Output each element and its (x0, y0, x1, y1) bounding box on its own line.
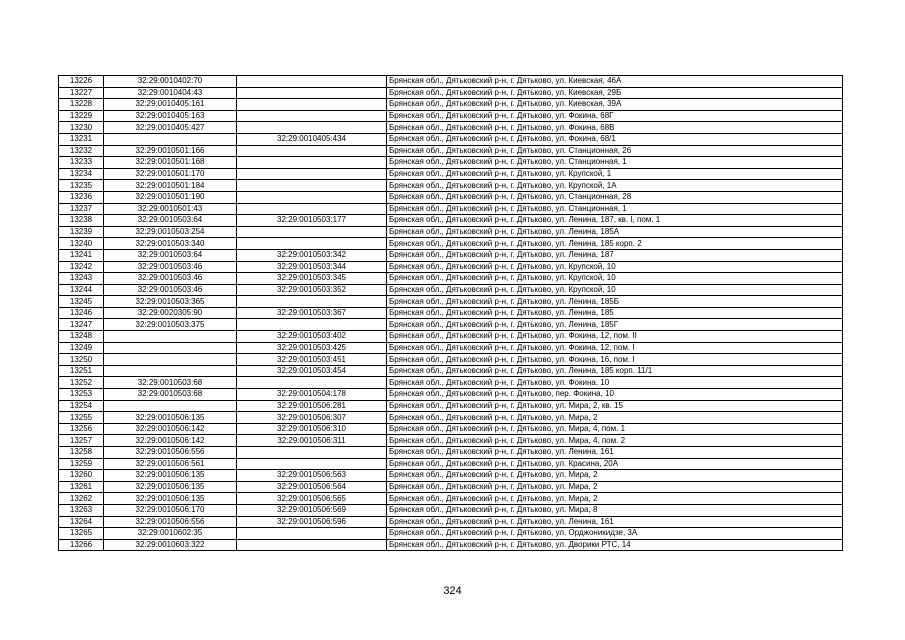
cadastral-number-cell: 32:29:0010506:135 (104, 470, 237, 482)
related-cadastral-number-cell (237, 447, 387, 459)
address-cell: Брянская обл., Дятьковский р-н, г. Дятьково, ул. Ленина, 185 (387, 307, 843, 319)
related-cadastral-number-cell: 32:29:0010503:451 (237, 354, 387, 366)
cadastral-number-cell: 32:29:0010503:64 (104, 215, 237, 227)
table-row (59, 435, 843, 447)
row-number-cell: 13238 (59, 215, 104, 227)
table-row (59, 377, 843, 389)
cadastral-number-cell: 32:29:0010506:142 (104, 435, 237, 447)
cadastral-number-cell: 32:29:0010503:64 (104, 249, 237, 261)
row-number-cell: 13257 (59, 435, 104, 447)
related-cadastral-number-cell (237, 191, 387, 203)
related-cadastral-number-cell: 32:29:0010503:454 (237, 365, 387, 377)
related-cadastral-number-cell (237, 226, 387, 238)
table-row (59, 226, 843, 238)
row-number-cell: 13247 (59, 319, 104, 331)
address-cell: Брянская обл., Дятьковский р-н, г. Дятьково, ул. Ленина, 187, кв. I, пом. 1 (387, 215, 843, 227)
table-row (59, 87, 843, 99)
row-number-cell: 13229 (59, 110, 104, 122)
cadastral-number-cell: 32:29:0010506:170 (104, 504, 237, 516)
table-row (59, 493, 843, 505)
address-cell: Брянская обл., Дятьковский р-н, г. Дятьково, ул. Киевская, 46А (387, 76, 843, 88)
address-cell: Брянская обл., Дятьковский р-н, г. Дятьково, ул. Крупской, 1 (387, 168, 843, 180)
table-row (59, 400, 843, 412)
row-number-cell: 13249 (59, 342, 104, 354)
cadastral-number-cell: 32:29:0010506:142 (104, 423, 237, 435)
related-cadastral-number-cell (237, 76, 387, 88)
row-number-cell: 13259 (59, 458, 104, 470)
table-row (59, 307, 843, 319)
cadastral-number-cell: 32:29:0010405:427 (104, 122, 237, 134)
table-row (59, 284, 843, 296)
address-cell: Брянская обл., Дятьковский р-н, г. Дятьково, ул. Мира, 2, кв. 15 (387, 400, 843, 412)
cadastral-number-cell: 32:29:0010501:170 (104, 168, 237, 180)
table-row (59, 122, 843, 134)
related-cadastral-number-cell: 32:29:0010506:307 (237, 412, 387, 424)
table-row (59, 215, 843, 227)
related-cadastral-number-cell (237, 319, 387, 331)
cadastral-number-cell: 32:29:0010503:46 (104, 261, 237, 273)
related-cadastral-number-cell: 32:29:0010503:425 (237, 342, 387, 354)
cadastral-number-cell: 32:29:0010402:70 (104, 76, 237, 88)
row-number-cell: 13255 (59, 412, 104, 424)
row-number-cell: 13265 (59, 528, 104, 540)
table-row (59, 76, 843, 88)
related-cadastral-number-cell: 32:29:0010506:596 (237, 516, 387, 528)
row-number-cell: 13256 (59, 423, 104, 435)
related-cadastral-number-cell: 32:29:0010506:564 (237, 481, 387, 493)
address-cell: Брянская обл., Дятьковский р-н, г. Дятьково, ул. Фокина, 68/1 (387, 133, 843, 145)
row-number-cell: 13226 (59, 76, 104, 88)
cadastral-number-cell: 32:29:0010503:365 (104, 296, 237, 308)
cadastral-number-cell: 32:29:0010405:163 (104, 110, 237, 122)
row-number-cell: 13232 (59, 145, 104, 157)
address-cell: Брянская обл., Дятьковский р-н, г. Дятьково, ул. Красина, 20А (387, 458, 843, 470)
address-cell: Брянская обл., Дятьковский р-н, г. Дятьково, ул. Станционная, 26 (387, 145, 843, 157)
related-cadastral-number-cell: 32:29:0010506:569 (237, 504, 387, 516)
related-cadastral-number-cell (237, 238, 387, 250)
address-cell: Брянская обл., Дятьковский р-н, г. Дятьково, ул. Мира, 2 (387, 470, 843, 482)
address-cell: Брянская обл., Дятьковский р-н, г. Дятьково, ул. Фокина, 12, пом. II (387, 331, 843, 343)
table-row (59, 180, 843, 192)
cadastral-number-cell: 32:29:0010506:135 (104, 493, 237, 505)
table-row (59, 157, 843, 169)
related-cadastral-number-cell: 32:29:0010503:342 (237, 249, 387, 261)
address-cell: Брянская обл., Дятьковский р-н, г. Дятьково, ул. Ленина, 161 (387, 447, 843, 459)
cadastral-number-cell: 32:29:0010503:375 (104, 319, 237, 331)
cadastral-number-cell: 32:29:0020305:90 (104, 307, 237, 319)
table-row (59, 504, 843, 516)
row-number-cell: 13245 (59, 296, 104, 308)
table-row (59, 481, 843, 493)
cadastral-number-cell: 32:29:0010503:340 (104, 238, 237, 250)
address-cell: Брянская обл., Дятьковский р-н, г. Дятьково, ул. Киевская, 29Б (387, 87, 843, 99)
cadastral-number-cell: 32:29:0010501:168 (104, 157, 237, 169)
row-number-cell: 13240 (59, 238, 104, 250)
table-row (59, 168, 843, 180)
address-cell: Брянская обл., Дятьковский р-н, г. Дятьково, ул. Мира, 2 (387, 412, 843, 424)
row-number-cell: 13231 (59, 133, 104, 145)
row-number-cell: 13263 (59, 504, 104, 516)
row-number-cell: 13251 (59, 365, 104, 377)
cadastral-number-cell: 32:29:0010501:184 (104, 180, 237, 192)
cadastral-number-cell: 32:29:0010503:68 (104, 389, 237, 401)
cadastral-number-cell: 32:29:0010506:556 (104, 447, 237, 459)
related-cadastral-number-cell: 32:29:0010503:367 (237, 307, 387, 319)
related-cadastral-number-cell: 32:29:0010506:310 (237, 423, 387, 435)
row-number-cell: 13234 (59, 168, 104, 180)
address-cell: Брянская обл., Дятьковский р-н, г. Дятьково, ул. Дворики РТС, 14 (387, 539, 843, 551)
address-cell: Брянская обл., Дятьковский р-н, г. Дятьково, ул. Ленина, 185 корп. 11/1 (387, 365, 843, 377)
table-row (59, 99, 843, 111)
row-number-cell: 13250 (59, 354, 104, 366)
table-row (59, 133, 843, 145)
address-cell: Брянская обл., Дятьковский р-н, г. Дятьково, ул. Крупской, 10 (387, 261, 843, 273)
row-number-cell: 13262 (59, 493, 104, 505)
address-cell: Брянская обл., Дятьковский р-н, г. Дятьково, ул. Ленина, 185А (387, 226, 843, 238)
table-row (59, 273, 843, 285)
cadastral-number-cell (104, 331, 237, 343)
related-cadastral-number-cell: 32:29:0010503:345 (237, 273, 387, 285)
address-cell: Брянская обл., Дятьковский р-н, г. Дятьково, ул. Мира, 8 (387, 504, 843, 516)
cadastral-number-cell: 32:29:0010404:43 (104, 87, 237, 99)
row-number-cell: 13242 (59, 261, 104, 273)
related-cadastral-number-cell (237, 539, 387, 551)
table-row (59, 423, 843, 435)
row-number-cell: 13253 (59, 389, 104, 401)
row-number-cell: 13266 (59, 539, 104, 551)
table-row (59, 331, 843, 343)
related-cadastral-number-cell: 32:29:0010503:352 (237, 284, 387, 296)
address-cell: Брянская обл., Дятьковский р-н, г. Дятьково, ул. Крупской, 10 (387, 273, 843, 285)
table-row (59, 342, 843, 354)
related-cadastral-number-cell: 32:29:0010503:402 (237, 331, 387, 343)
row-number-cell: 13254 (59, 400, 104, 412)
cadastral-number-cell: 32:29:0010602:35 (104, 528, 237, 540)
cadastral-number-cell: 32:29:0010503:46 (104, 273, 237, 285)
cadastral-number-cell: 32:29:0010506:556 (104, 516, 237, 528)
cadastral-number-cell: 32:29:0010501:166 (104, 145, 237, 157)
table-row (59, 470, 843, 482)
cadastral-number-cell: 32:29:0010506:561 (104, 458, 237, 470)
row-number-cell: 13227 (59, 87, 104, 99)
document-table (58, 75, 843, 551)
related-cadastral-number-cell (237, 145, 387, 157)
cadastral-number-cell: 32:29:0010506:135 (104, 481, 237, 493)
row-number-cell: 13264 (59, 516, 104, 528)
address-cell: Брянская обл., Дятьковский р-н, г. Дятьково, ул. Мира, 4, пом. 2 (387, 435, 843, 447)
related-cadastral-number-cell (237, 99, 387, 111)
related-cadastral-number-cell (237, 458, 387, 470)
address-cell: Брянская обл., Дятьковский р-н, г. Дятьково, ул. Ленина, 185Б (387, 296, 843, 308)
cadastral-number-cell: 32:29:0010503:46 (104, 284, 237, 296)
cadastral-number-cell (104, 342, 237, 354)
related-cadastral-number-cell (237, 87, 387, 99)
address-cell: Брянская обл., Дятьковский р-н, г. Дятьково, ул. Ленина, 161 (387, 516, 843, 528)
related-cadastral-number-cell (237, 296, 387, 308)
address-cell: Брянская обл., Дятьковский р-н, г. Дятьково, ул. Станционная, 1 (387, 157, 843, 169)
address-cell: Брянская обл., Дятьковский р-н, г. Дятьково, ул. Фокина, 68В (387, 122, 843, 134)
cadastral-number-cell (104, 354, 237, 366)
row-number-cell: 13241 (59, 249, 104, 261)
row-number-cell: 13236 (59, 191, 104, 203)
related-cadastral-number-cell (237, 168, 387, 180)
table-row (59, 261, 843, 273)
cadastral-number-cell: 32:29:0010503:68 (104, 377, 237, 389)
table-row (59, 412, 843, 424)
cadastral-number-cell: 32:29:0010501:43 (104, 203, 237, 215)
cadastral-number-cell: 32:29:0010405:161 (104, 99, 237, 111)
address-cell: Брянская обл., Дятьковский р-н, г. Дятьково, ул. Мира, 2 (387, 481, 843, 493)
related-cadastral-number-cell (237, 377, 387, 389)
related-cadastral-number-cell: 32:29:0010405:434 (237, 133, 387, 145)
row-number-cell: 13252 (59, 377, 104, 389)
row-number-cell: 13243 (59, 273, 104, 285)
table-row (59, 110, 843, 122)
table-row (59, 354, 843, 366)
address-cell: Брянская обл., Дятьковский р-н, г. Дятьково, ул. Станционная, 1 (387, 203, 843, 215)
address-cell: Брянская обл., Дятьковский р-н, г. Дятьково, ул. Станционная, 28 (387, 191, 843, 203)
related-cadastral-number-cell: 32:29:0010504:178 (237, 389, 387, 401)
cadastral-number-cell: 32:29:0010501:190 (104, 191, 237, 203)
address-cell: Брянская обл., Дятьковский р-н, г. Дятьково, ул. Киевская, 39А (387, 99, 843, 111)
related-cadastral-number-cell (237, 180, 387, 192)
row-number-cell: 13248 (59, 331, 104, 343)
address-cell: Брянская обл., Дятьковский р-н, г. Дятьково, ул. Мира, 4, пом. 1 (387, 423, 843, 435)
address-cell: Брянская обл., Дятьковский р-н, г. Дятьково, ул. Фокина, 12, пом. I (387, 342, 843, 354)
table-row (59, 296, 843, 308)
row-number-cell: 13237 (59, 203, 104, 215)
related-cadastral-number-cell (237, 203, 387, 215)
cadastral-number-cell (104, 133, 237, 145)
page-number: 324 (443, 585, 462, 597)
address-cell: Брянская обл., Дятьковский р-н, г. Дятьково, ул. Фокина, 16, пом. I (387, 354, 843, 366)
table-row (59, 249, 843, 261)
row-number-cell: 13261 (59, 481, 104, 493)
related-cadastral-number-cell: 32:29:0010503:177 (237, 215, 387, 227)
address-cell: Брянская обл., Дятьковский р-н, г. Дятьково, ул. Фокина, 68Г (387, 110, 843, 122)
related-cadastral-number-cell (237, 528, 387, 540)
related-cadastral-number-cell (237, 122, 387, 134)
table-row (59, 191, 843, 203)
table-row (59, 145, 843, 157)
address-cell: Брянская обл., Дятьковский р-н, г. Дятьково, ул. Ленина, 187 (387, 249, 843, 261)
document-table-body (59, 76, 843, 551)
table-row (59, 238, 843, 250)
row-number-cell: 13235 (59, 180, 104, 192)
address-cell: Брянская обл., Дятьковский р-н, г. Дятьково, ул. Ленина, 185 корп. 2 (387, 238, 843, 250)
cadastral-number-cell: 32:29:0010506:135 (104, 412, 237, 424)
address-cell: Брянская обл., Дятьковский р-н, г. Дятьково, ул. Крупской, 1А (387, 180, 843, 192)
related-cadastral-number-cell (237, 157, 387, 169)
table-row (59, 447, 843, 459)
row-number-cell: 13244 (59, 284, 104, 296)
row-number-cell: 13258 (59, 447, 104, 459)
address-cell: Брянская обл., Дятьковский р-н, г. Дятьково, ул. Крупской, 10 (387, 284, 843, 296)
address-cell: Брянская обл., Дятьковский р-н, г. Дятьково, ул. Орджоникидзе, 3А (387, 528, 843, 540)
related-cadastral-number-cell: 32:29:0010506:311 (237, 435, 387, 447)
table-row (59, 528, 843, 540)
address-cell: Брянская обл., Дятьковский р-н, г. Дятьково, пер. Фокина, 10 (387, 389, 843, 401)
row-number-cell: 13239 (59, 226, 104, 238)
related-cadastral-number-cell: 32:29:0010506:563 (237, 470, 387, 482)
row-number-cell: 13233 (59, 157, 104, 169)
related-cadastral-number-cell: 32:29:0010503:344 (237, 261, 387, 273)
row-number-cell: 13228 (59, 99, 104, 111)
cadastral-number-cell: 32:29:0010603:322 (104, 539, 237, 551)
related-cadastral-number-cell (237, 110, 387, 122)
table-row (59, 319, 843, 331)
table-row (59, 539, 843, 551)
row-number-cell: 13260 (59, 470, 104, 482)
table-row (59, 516, 843, 528)
related-cadastral-number-cell: 32:29:0010506:565 (237, 493, 387, 505)
row-number-cell: 13246 (59, 307, 104, 319)
address-cell: Брянская обл., Дятьковский р-н, г. Дятьково, ул. Фокина, 10 (387, 377, 843, 389)
address-cell: Брянская обл., Дятьковский р-н, г. Дятьково, ул. Ленина, 185Г (387, 319, 843, 331)
cadastral-number-cell (104, 400, 237, 412)
table-row (59, 203, 843, 215)
address-cell: Брянская обл., Дятьковский р-н, г. Дятьково, ул. Мира, 2 (387, 493, 843, 505)
table-row (59, 389, 843, 401)
cadastral-number-cell (104, 365, 237, 377)
row-number-cell: 13230 (59, 122, 104, 134)
related-cadastral-number-cell: 32:29:0010506:281 (237, 400, 387, 412)
cadastral-number-cell: 32:29:0010503:254 (104, 226, 237, 238)
table-row (59, 458, 843, 470)
table-row (59, 365, 843, 377)
